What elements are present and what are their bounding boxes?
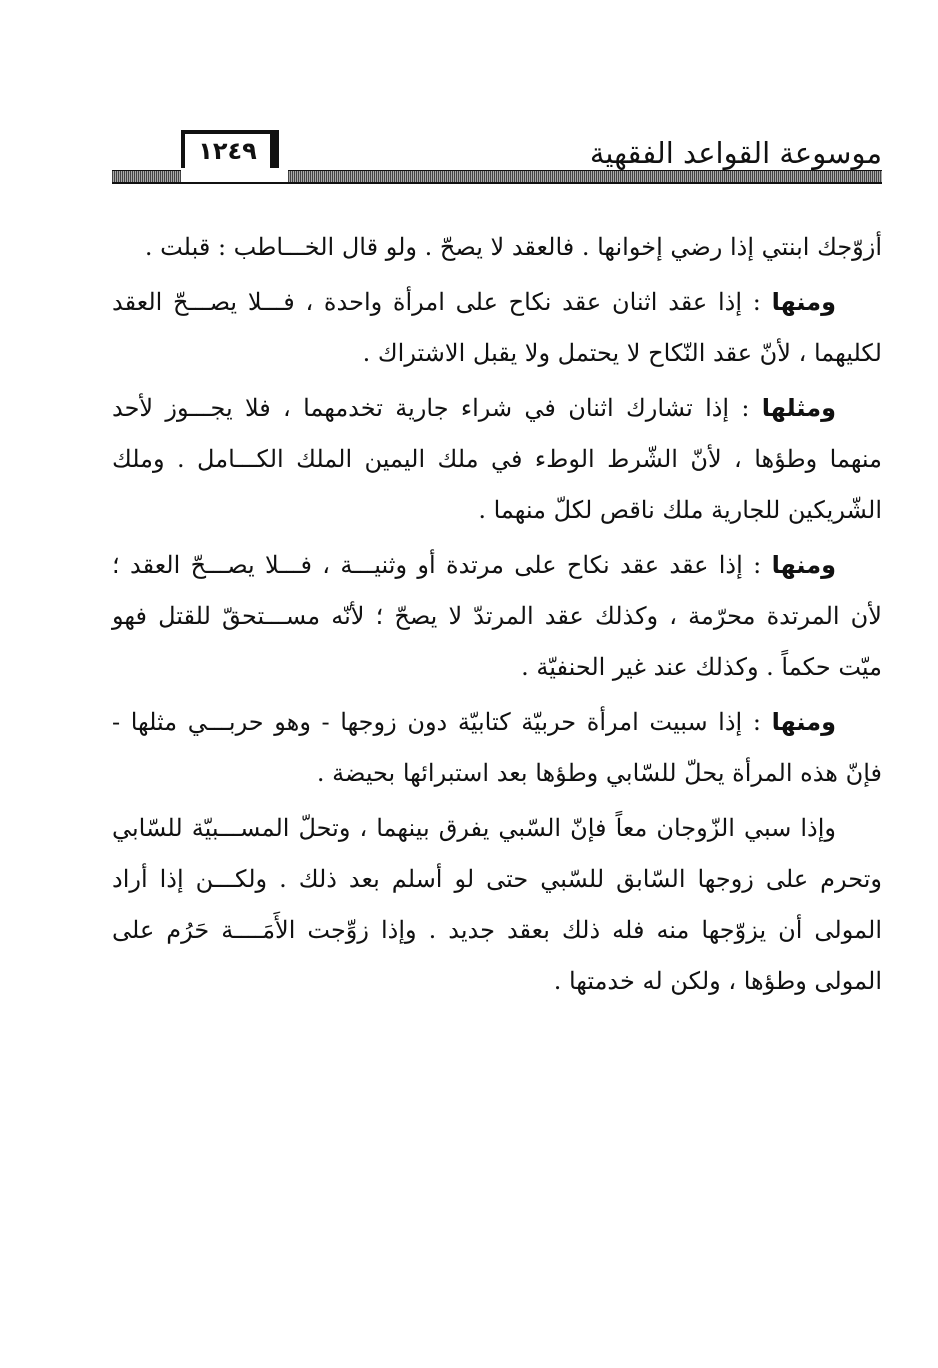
paragraph [112,277,882,379]
paragraph-keyword: ومنها [771,288,837,316]
header-rule-gap [181,168,288,182]
paragraph-text: : إذا عقد عقد نكاح على مرتدة أو وثنيـــة ، فـــلا يصـــحّ العقد ؛ لأن المرتدة محرّمة ، وكذلك عقد المرتدّ لا يصحّ ؛ لأنّه مســـتحقّ للقتل فهو ميّت حكماً . وكذلك عند غير الحنفيّة . [112,551,882,681]
paragraph-text: وإذا سبي الزّوجان معاً فإنّ السّبي يفرق بينهما ، وتحلّ المســـبيّة للسّابي وتحرم على زوجها السّابق للسّبي حتى لو أسلم بعد ذلك . ولكـــن إذا أراد المولى أن يزوّجها منه فله ذلك بعقد جديد . وإذا زوِّجت الأَمَــــة حَرُم على المولى وطؤها ، ولكن له خدمتها . [112,814,882,995]
paragraph [112,540,882,693]
paragraph-text: : إذا عقد اثنان عقد نكاح على امرأة واحدة ، فـــلا يصـــحّ العقد لكليهما ، لأنّ عقد النّكاح لا يحتمل ولا يقبل الاشتراك . [112,288,882,367]
paragraph-text: : إذا سبيت امرأة حربيّة كتابيّة دون زوجها - وهو حربـــي مثلها - فإنّ هذه المرأة يحلّ للسّابي وطؤها بعد استبرائها بحيضة . [112,708,882,787]
paragraph [112,383,882,536]
body-text [112,222,882,1007]
paragraph-text: : إذا تشارك اثنان في شراء جارية تخدمهما ، فلا يجـــوز لأحد منهما وطؤها ، لأنّ الشّرط الوطء في ملك اليمين الملك الكـــامل . وملك الشّريكين للجارية ملك ناقص لكلّ منهما . [112,394,882,524]
paragraph [112,697,882,799]
paragraph [112,222,882,273]
page-number: ١٢٤٩ [181,130,279,168]
paragraph [112,803,882,1007]
paragraph-keyword: ومثلها [761,394,836,422]
running-header-title: موسوعة القواعد الفقهية [589,136,882,170]
paragraph-text: أزوّجك ابنتي إذا رضي إخوانها . فالعقد لا يصحّ . ولو قال الخـــاطب : قبلت . [144,233,882,261]
paragraph-keyword: ومنها [771,551,836,579]
paragraph-keyword: ومنها [771,708,836,736]
